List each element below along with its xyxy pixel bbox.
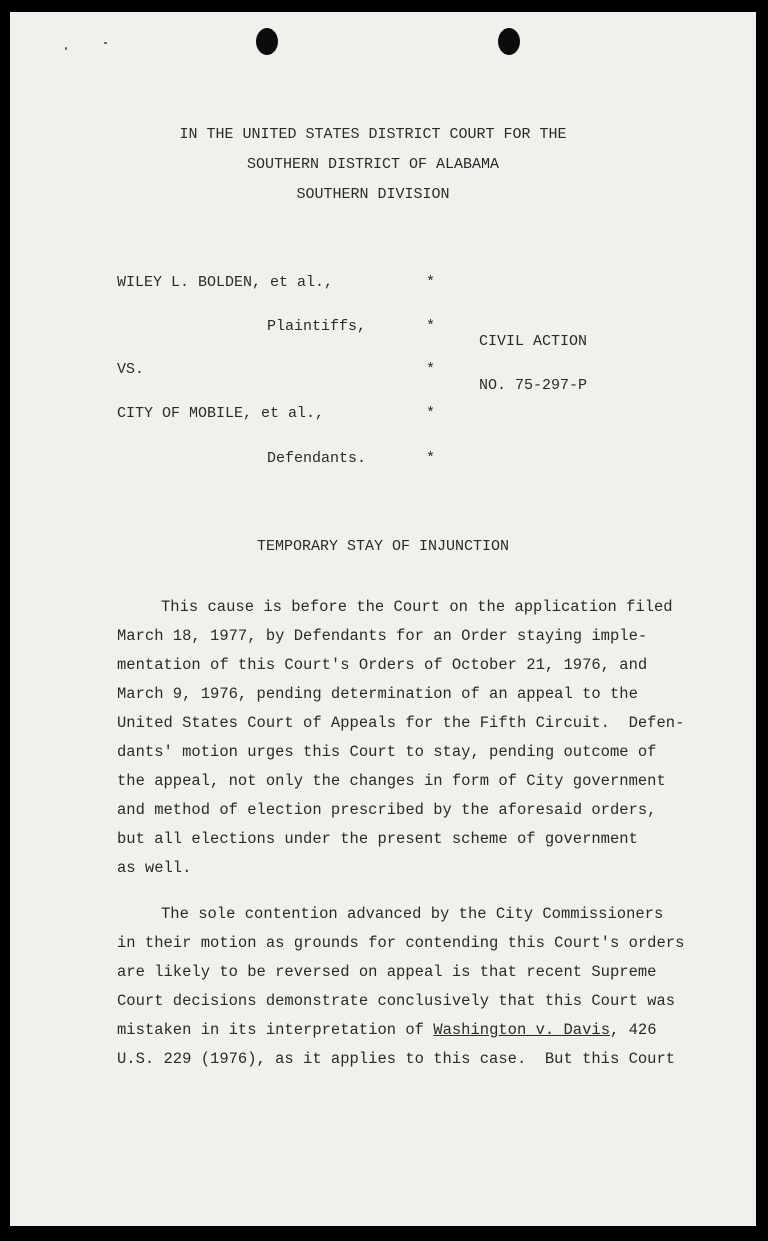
document-title: TEMPORARY STAY OF INJUNCTION: [256, 538, 510, 555]
paragraph-1-line: but all elections under the present scheme of government: [117, 830, 638, 848]
paper-speck: [104, 42, 107, 44]
paragraph-2-line: U.S. 229 (1976), as it applies to this case. But this Court: [117, 1050, 676, 1068]
caption-separator: *: [426, 450, 436, 467]
court-heading-line-1: IN THE UNITED STATES DISTRICT COURT FOR THE: [179, 126, 567, 143]
case-citation-volume: , 426: [610, 1021, 657, 1039]
paragraph-1-line: the appeal, not only the changes in form of City government: [117, 772, 666, 790]
paragraph-1-line: United States Court of Appeals for the Fifth Circuit. Defen-: [117, 714, 685, 732]
plaintiff-role: Plaintiffs,: [267, 318, 367, 335]
paragraph-2-line: The sole contention advanced by the City Commissioners: [161, 905, 664, 923]
civil-action-number: NO. 75-297-P: [479, 377, 588, 394]
paragraph-2-line: in their motion as grounds for contending this Court's orders: [117, 934, 685, 952]
case-citation-name: Washington v. Davis: [433, 1021, 610, 1039]
defendant-name: CITY OF MOBILE, et al.,: [117, 405, 325, 422]
caption-separator: *: [426, 405, 436, 422]
punch-hole-right: [498, 28, 520, 55]
civil-action-label: CIVIL ACTION: [479, 333, 588, 350]
paragraph-1-line: March 9, 1976, pending determination of an appeal to the: [117, 685, 638, 703]
court-heading-line-3: SOUTHERN DIVISION: [296, 186, 450, 203]
paragraph-1-line: mentation of this Court's Orders of October 21, 1976, and: [117, 656, 648, 674]
punch-hole-left: [256, 28, 278, 55]
paragraph-1-line: as well.: [117, 859, 192, 877]
paragraph-1-line: March 18, 1977, by Defendants for an Order staying imple-: [117, 627, 648, 645]
caption-separator: *: [426, 361, 436, 378]
versus-label: VS.: [117, 361, 145, 378]
caption-separator: *: [426, 274, 436, 291]
court-heading-line-2: SOUTHERN DISTRICT OF ALABAMA: [246, 156, 500, 173]
paper-speck: [65, 47, 67, 50]
paragraph-2-line: are likely to be reversed on appeal is that recent Supreme: [117, 963, 657, 981]
paragraph-2-line: Court decisions demonstrate conclusively that this Court was: [117, 992, 676, 1010]
paragraph-2-line: [117, 1021, 657, 1039]
paragraph-1-line: and method of election prescribed by the aforesaid orders,: [117, 801, 657, 819]
paragraph-2-text: mistaken in its interpretation of: [117, 1021, 434, 1039]
defendant-role: Defendants.: [267, 450, 367, 467]
paragraph-1-line: This cause is before the Court on the application filed: [161, 598, 673, 616]
caption-separator: *: [426, 318, 436, 335]
plaintiff-name: WILEY L. BOLDEN, et al.,: [117, 274, 334, 291]
document-page: [10, 12, 756, 1226]
paragraph-1-line: dants' motion urges this Court to stay, pending outcome of: [117, 743, 657, 761]
